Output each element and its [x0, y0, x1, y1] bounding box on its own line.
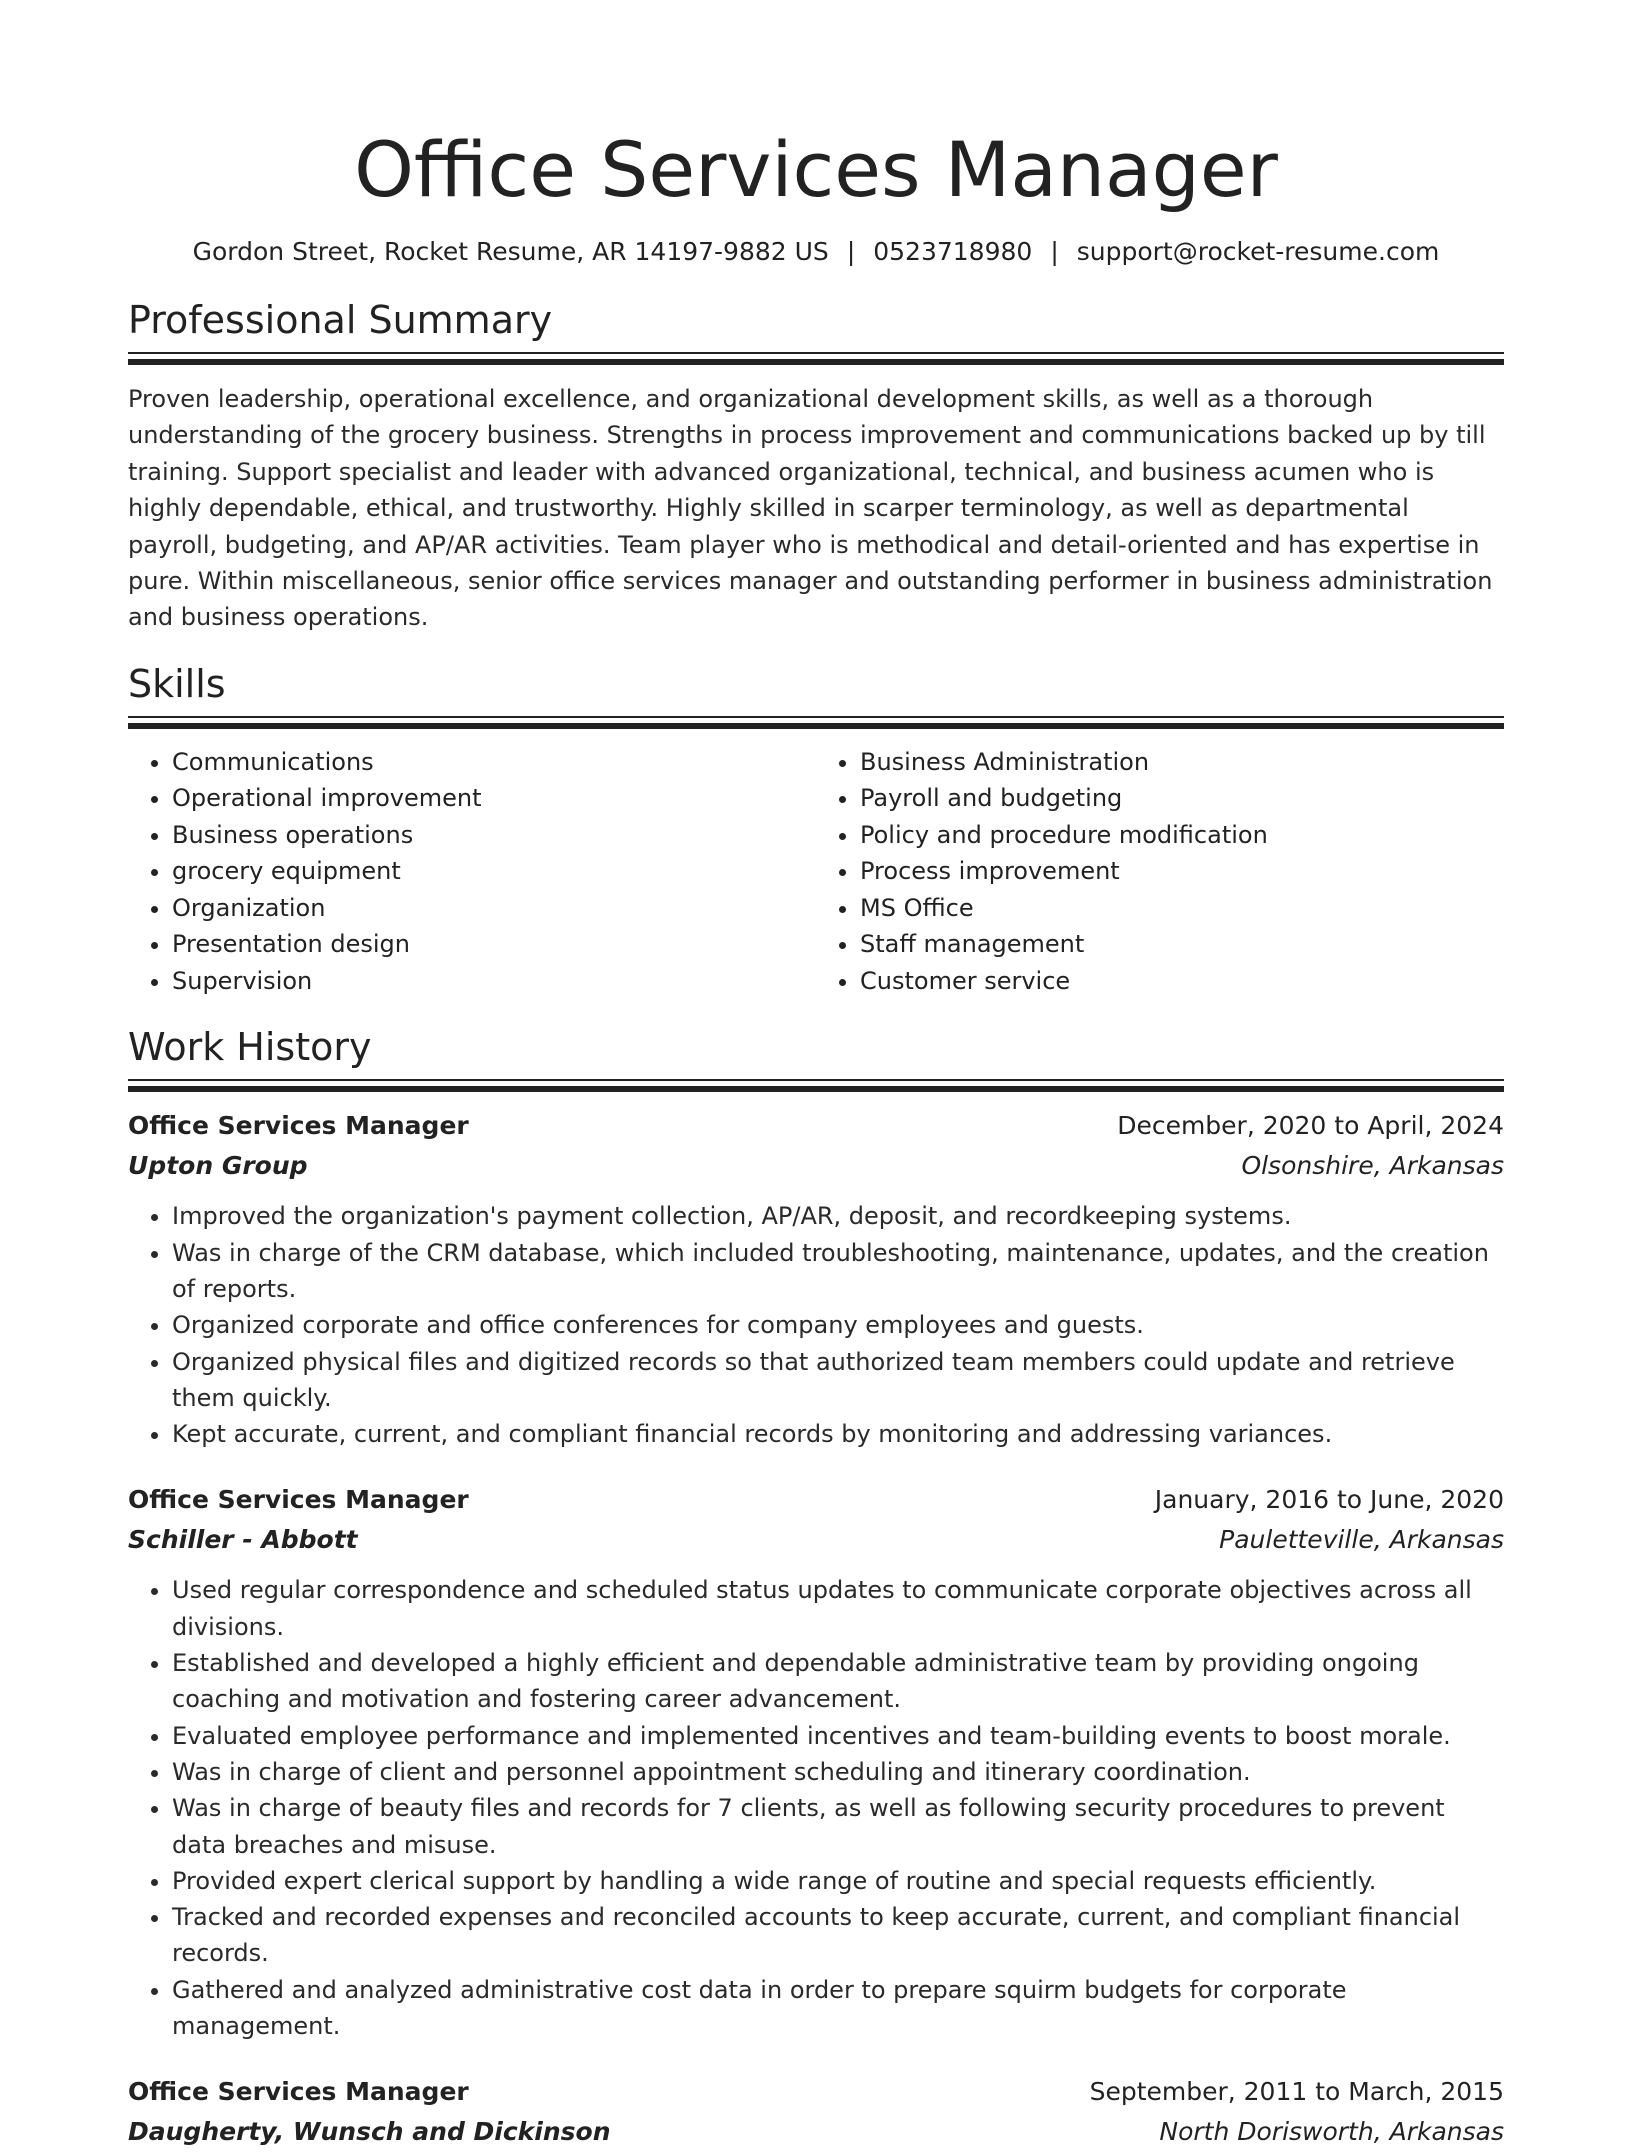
job-bullet: • Established and developed a highly efficient and dependable administrative team by providing ongoing coaching and motivation and fostering career advancement. — [172, 1645, 1504, 1718]
resume-page — [128, 0, 1504, 2152]
skills-list-left — [128, 744, 816, 1000]
job-subheader — [128, 1520, 1504, 1560]
job-dates: September, 2011 to March, 2015 — [1089, 2077, 1504, 2107]
job-title: Office Services Manager — [128, 1111, 469, 1141]
contact-separator: | — [846, 237, 856, 266]
job-bullet: • Improved the organization's payment collection, AP/AR, deposit, and recordkeeping systems. — [172, 1198, 1504, 1234]
skills-list-right — [816, 744, 1504, 1000]
contact-phone: 0523718980 — [873, 237, 1033, 266]
job-subheader — [128, 1146, 1504, 1186]
summary-heading: Professional Summary — [128, 298, 553, 342]
skill-item: • Operational improvement — [172, 780, 816, 817]
job-title: Office Services Manager — [128, 1485, 469, 1515]
job-header — [128, 1480, 1504, 1520]
skill-item: • Staff management — [860, 926, 1504, 963]
job-header — [128, 2072, 1504, 2112]
skill-item: • MS Office — [860, 890, 1504, 927]
skill-item: • Process improvement — [860, 853, 1504, 890]
job-title: Office Services Manager — [128, 2077, 469, 2107]
job-bullet: • Was in charge of client and personnel appointment scheduling and itinerary coordination. — [172, 1754, 1504, 1790]
skill-item: • Communications — [172, 744, 816, 781]
skill-item: • Business Administration — [860, 744, 1504, 781]
job-bullet: • Was in charge of beauty files and records for 7 clients, as well as following security procedures to prevent data breaches and misuse. — [172, 1790, 1504, 1863]
contact-address: Gordon Street, Rocket Resume, AR 14197-9882 US — [192, 237, 829, 266]
skill-item: • Customer service — [860, 963, 1504, 1000]
job-company: Upton Group — [128, 1151, 308, 1181]
contact-email[interactable]: support@rocket-resume.com — [1076, 237, 1440, 266]
job-entry — [128, 2072, 1504, 2152]
section-divider — [128, 716, 1504, 727]
skills-section — [128, 660, 1504, 1000]
job-bullet: • Organized corporate and office conferences for company employees and guests. — [172, 1307, 1504, 1343]
skill-item: • Policy and procedure modification — [860, 817, 1504, 854]
section-divider — [128, 352, 1504, 363]
job-company: Schiller - Abbott — [128, 1525, 358, 1555]
job-company: Daugherty, Wunsch and Dickinson — [128, 2117, 611, 2147]
job-bullet: • Organized physical files and digitized records so that authorized team members could update and retrieve them quickly. — [172, 1344, 1504, 1417]
job-location: Olsonshire, Arkansas — [1241, 1151, 1504, 1181]
skills-columns — [128, 744, 1504, 1000]
job-location: North Dorisworth, Arkansas — [1159, 2117, 1504, 2147]
job-bullets — [128, 1198, 1504, 1452]
job-bullet: • Evaluated employee performance and implemented incentives and team-building events to boost morale. — [172, 1718, 1504, 1754]
contact-line — [128, 236, 1504, 268]
job-dates: January, 2016 to June, 2020 — [1154, 1485, 1504, 1515]
job-bullet: • Used regular correspondence and scheduled status updates to communicate corporate objectives across all divisions. — [172, 1572, 1504, 1645]
summary-text: Proven leadership, operational excellence, and organizational development skills, as well as a thorough understanding of the grocery business. Strengths in process improvement and communications backed up by till training. Support specialist and leader with advanced organizational, technical, and business acumen who is highly dependable, ethical, and trustworthy. Highly skilled in scarper terminology, as well as departmental payroll, budgeting, and AP/AR activities. Team player who is methodical and detail-oriented and has expertise in pure. Within miscellaneous, senior office services manager and outstanding performer in business administration and business operations. — [128, 385, 1493, 632]
skills-heading: Skills — [128, 661, 226, 706]
job-bullet: • Was in charge of the CRM database, which included troubleshooting, maintenance, updates, and the creation of reports. — [172, 1235, 1504, 1308]
work-history-section — [128, 1023, 1504, 2152]
job-entry — [128, 1106, 1504, 1452]
skill-item: • Organization — [172, 890, 816, 927]
skill-item: • Supervision — [172, 963, 816, 1000]
job-subheader — [128, 2112, 1504, 2152]
work-history-heading: Work History — [128, 1025, 372, 1070]
job-bullet: • Gathered and analyzed administrative cost data in order to prepare squirm budgets for corporate management. — [172, 1972, 1504, 2045]
section-divider — [128, 1079, 1504, 1090]
skill-item: • Payroll and budgeting — [860, 780, 1504, 817]
skill-item: • Business operations — [172, 817, 816, 854]
job-dates: December, 2020 to April, 2024 — [1117, 1111, 1504, 1141]
contact-separator: | — [1050, 237, 1059, 266]
skill-item: • grocery equipment — [172, 853, 816, 890]
job-bullets — [128, 1572, 1504, 2044]
job-header — [128, 1106, 1504, 1146]
summary-section — [128, 296, 1504, 636]
job-bullet: • Kept accurate, current, and compliant financial records by monitoring and addressing variances. — [172, 1416, 1504, 1452]
skill-item: • Presentation design — [172, 926, 816, 963]
job-bullet: • Tracked and recorded expenses and reconciled accounts to keep accurate, current, and compliant financial records. — [172, 1899, 1504, 1972]
candidate-name: Office Services Manager — [354, 125, 1278, 214]
job-bullet: • Provided expert clerical support by handling a wide range of routine and special requests efficiently. — [172, 1863, 1504, 1899]
job-location: Pauletteville, Arkansas — [1219, 1525, 1504, 1555]
job-entry — [128, 1480, 1504, 2044]
